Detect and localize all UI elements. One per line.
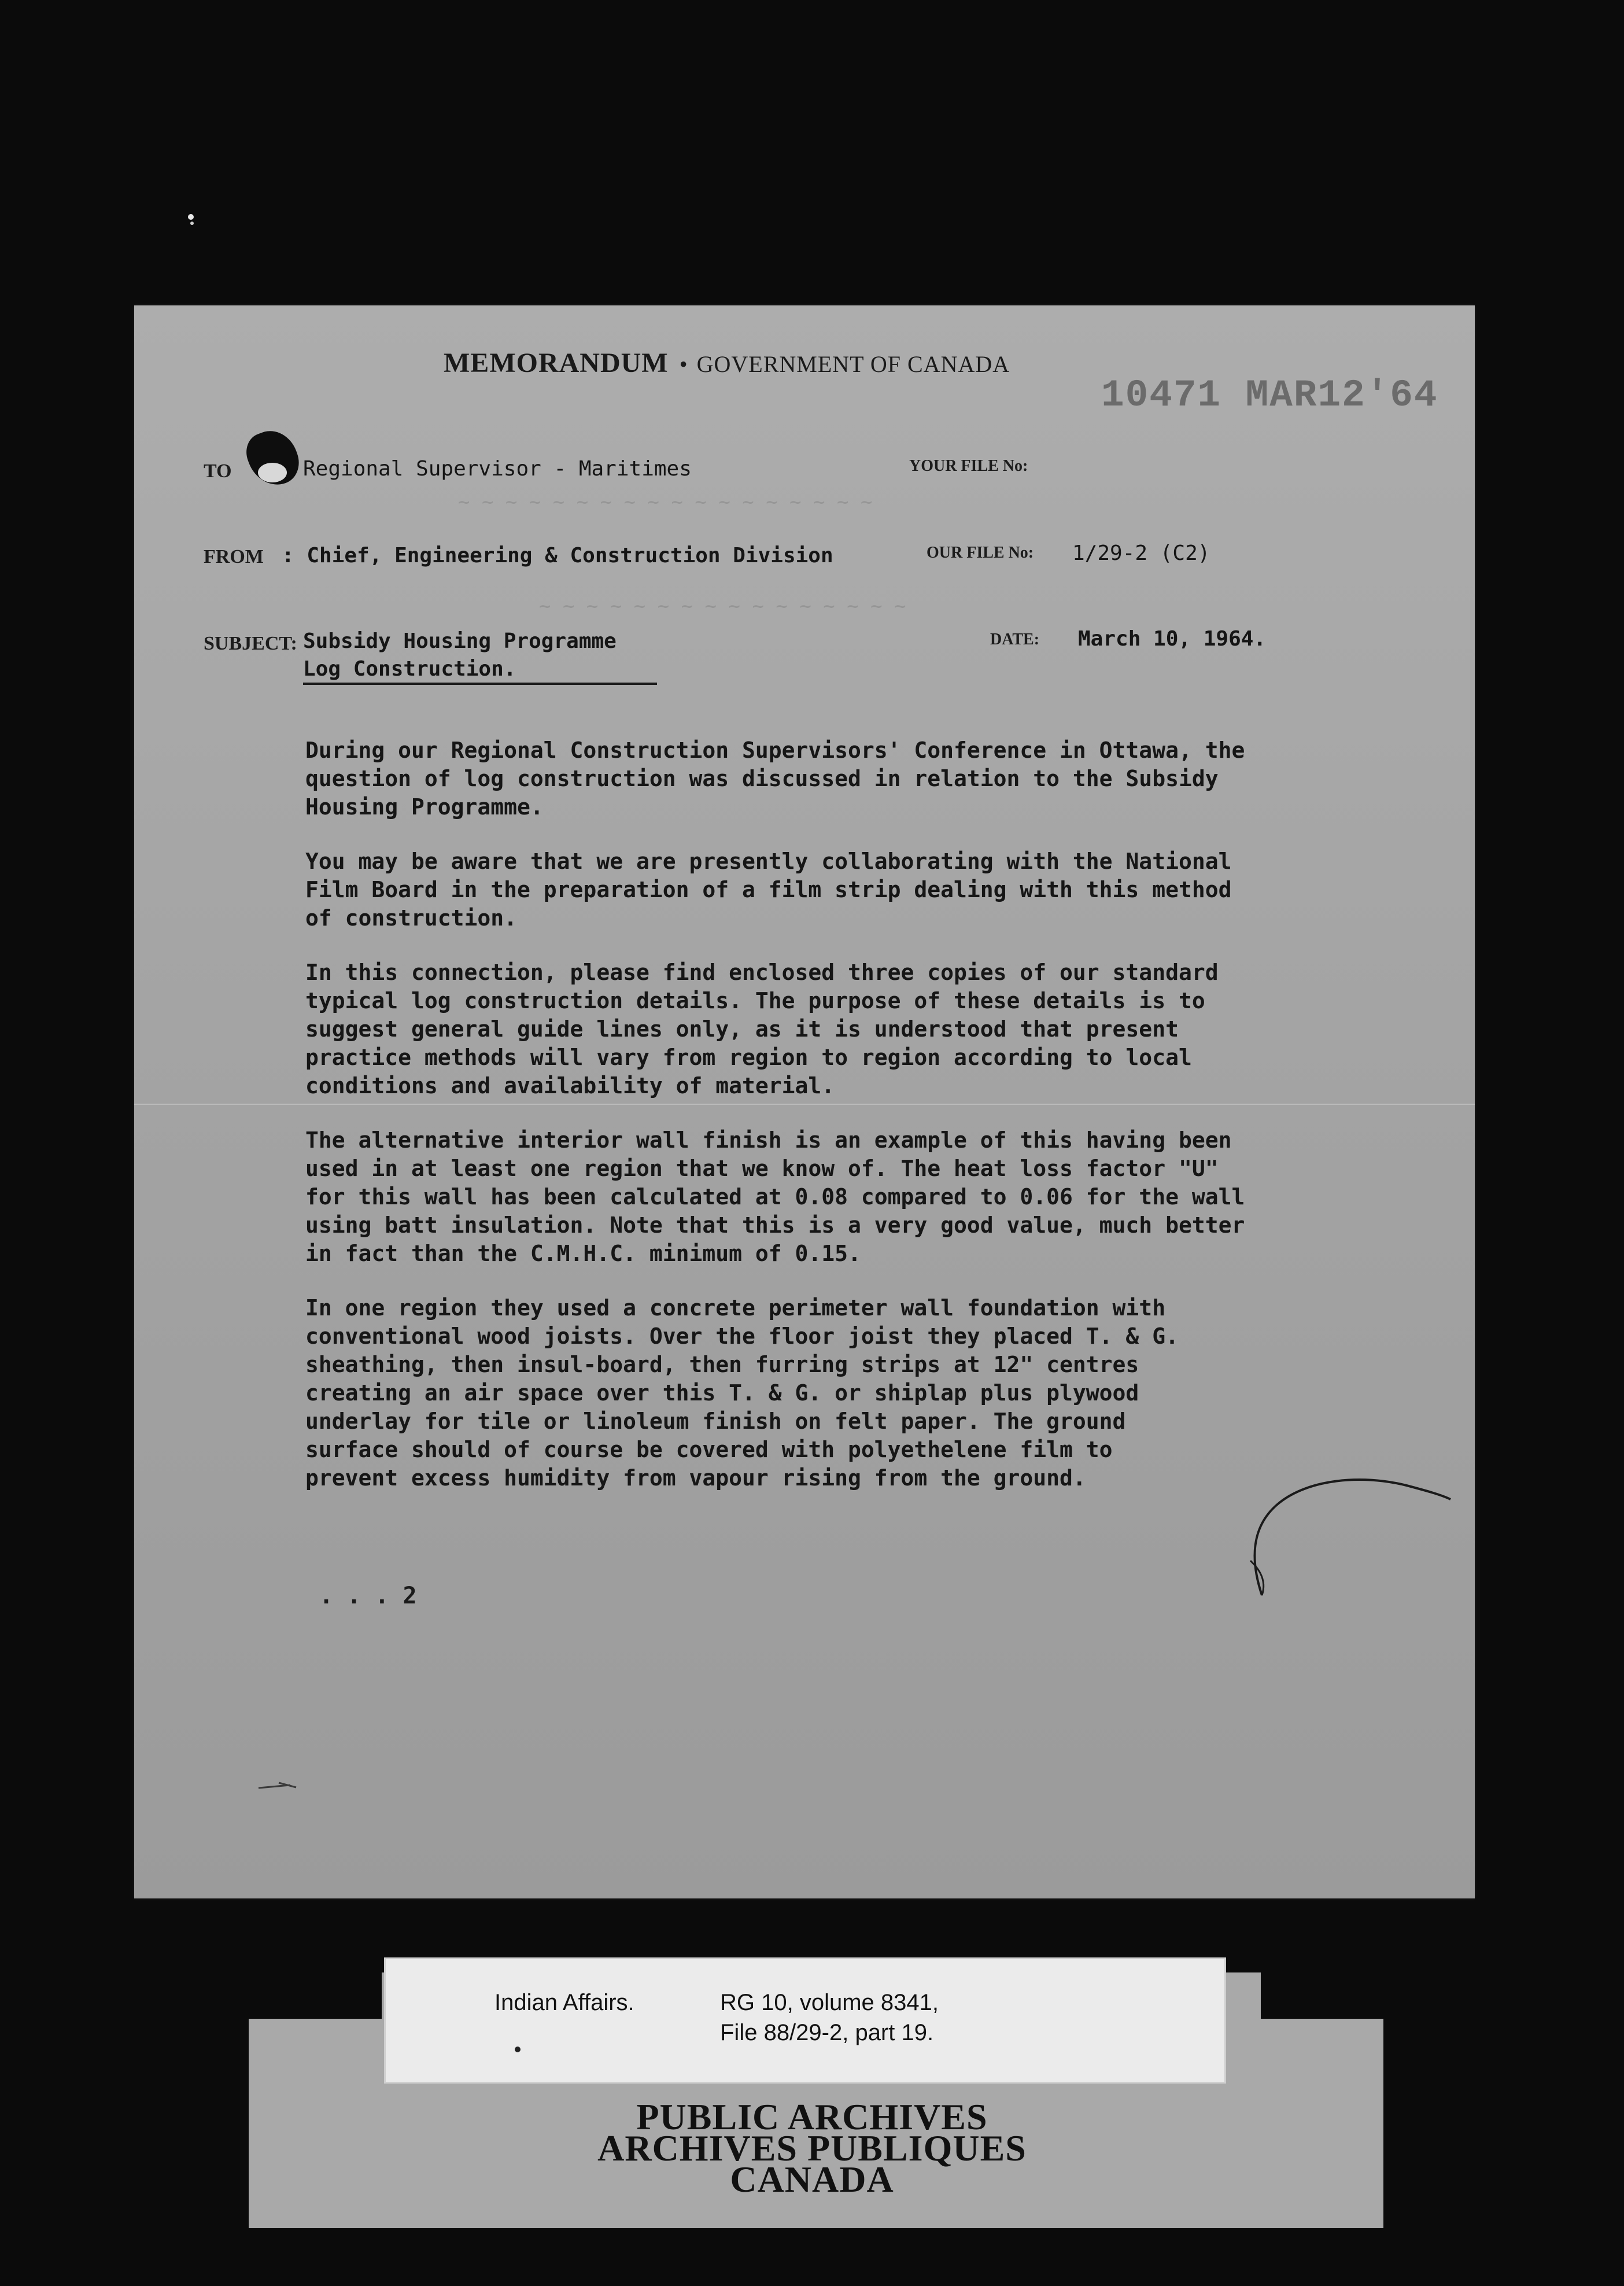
date-value: March 10, 1964. (1078, 627, 1267, 651)
handwritten-mark (1245, 1462, 1453, 1601)
plate-notch (249, 1972, 382, 2019)
memo-title: MEMORANDUM (444, 348, 669, 378)
continuation-marker: . . . 2 (319, 1583, 417, 1609)
your-file-label: YOUR FILE No: (909, 457, 1028, 475)
archive-ref-file: File 88/29-2, part 19. (720, 2020, 934, 2045)
government-name: GOVERNMENT OF CANADA (696, 351, 1010, 377)
card-speck (515, 2047, 521, 2052)
archive-ref-department: Indian Affairs. (494, 1990, 634, 2015)
subject-line-1: Subsidy Housing Programme (303, 629, 617, 653)
from-value: : Chief, Engineering & Construction Division (282, 544, 833, 567)
bleed-through-text: ~ ~ ~ ~ ~ ~ ~ ~ ~ ~ ~ ~ ~ ~ ~ ~ ~ ~ (458, 491, 873, 514)
body-paragraph: During our Regional Construction Supervisors' Conference in Ottawa, the question of log construction was discussed in relation to the Subsidy Housing Programme. (305, 738, 1245, 820)
archive-ref-volume: RG 10, volume 8341, (720, 1990, 939, 2015)
bleed-through-text: ~ ~ ~ ~ ~ ~ ~ ~ ~ ~ ~ ~ ~ ~ ~ ~ (539, 595, 906, 618)
stray-mark (256, 1779, 302, 1797)
subject-label: SUBJECT: (204, 633, 297, 654)
our-file-label: OUR FILE No: (927, 544, 1034, 562)
to-label: TO (204, 460, 232, 482)
memo-body (305, 736, 1422, 1518)
memo-page (134, 305, 1475, 1898)
to-value: Regional Supervisor - Maritimes (303, 457, 692, 481)
from-label: FROM (204, 546, 264, 567)
body-paragraph: You may be aware that we are presently collaborating with the National Film Board in the preparation of a film strip dealing with this method of construction. (305, 849, 1232, 931)
archive-title-country: CANADA (730, 2159, 894, 2200)
header-separator: • (679, 351, 688, 377)
subject-line-2: Log Construction. (303, 657, 516, 681)
plate-notch (1261, 1972, 1383, 2019)
ink-blot-highlight (258, 463, 287, 482)
body-paragraph: The alternative interior wall finish is an example of this having been used in at least one region that we know of. The heat loss factor "U" for this wall has been calculated at 0.08 compared to 0.06 for the wall using batt insulation. Note that this is a very good value, much better in fact than the C.M.H.C. minimum of 0.15. (305, 1127, 1245, 1266)
our-file-value: 1/29-2 (C2) (1072, 541, 1210, 565)
date-label: DATE: (990, 631, 1040, 648)
received-stamp: 10471 MAR12'64 (1101, 374, 1438, 417)
body-paragraph: In this connection, please find enclosed three copies of our standard typical log construction details. The purpose of these details is to suggest general guide lines only, as it is understood that present practice methods will vary from region to region according to local conditions and availability of material. (305, 960, 1219, 1098)
archive-title-en: PUBLIC ARCHIVES (636, 2096, 988, 2137)
letterhead (444, 347, 1010, 379)
subject-underline (303, 683, 657, 685)
body-paragraph: In one region they used a concrete perimeter wall foundation with conventional wood joists. Over the floor joist they placed T. & G. sheathing, then insul-board, then furring strips at 12" centres creating an air space over this T. & G. or shiplap plus plywood underlay for tile or linoleum finish on felt paper. The ground surface should of course be covered with polyethelene film to prevent excess humidity from vapour rising from the ground. (305, 1295, 1179, 1491)
archive-title-fr: ARCHIVES PUBLIQUES (597, 2128, 1027, 2169)
